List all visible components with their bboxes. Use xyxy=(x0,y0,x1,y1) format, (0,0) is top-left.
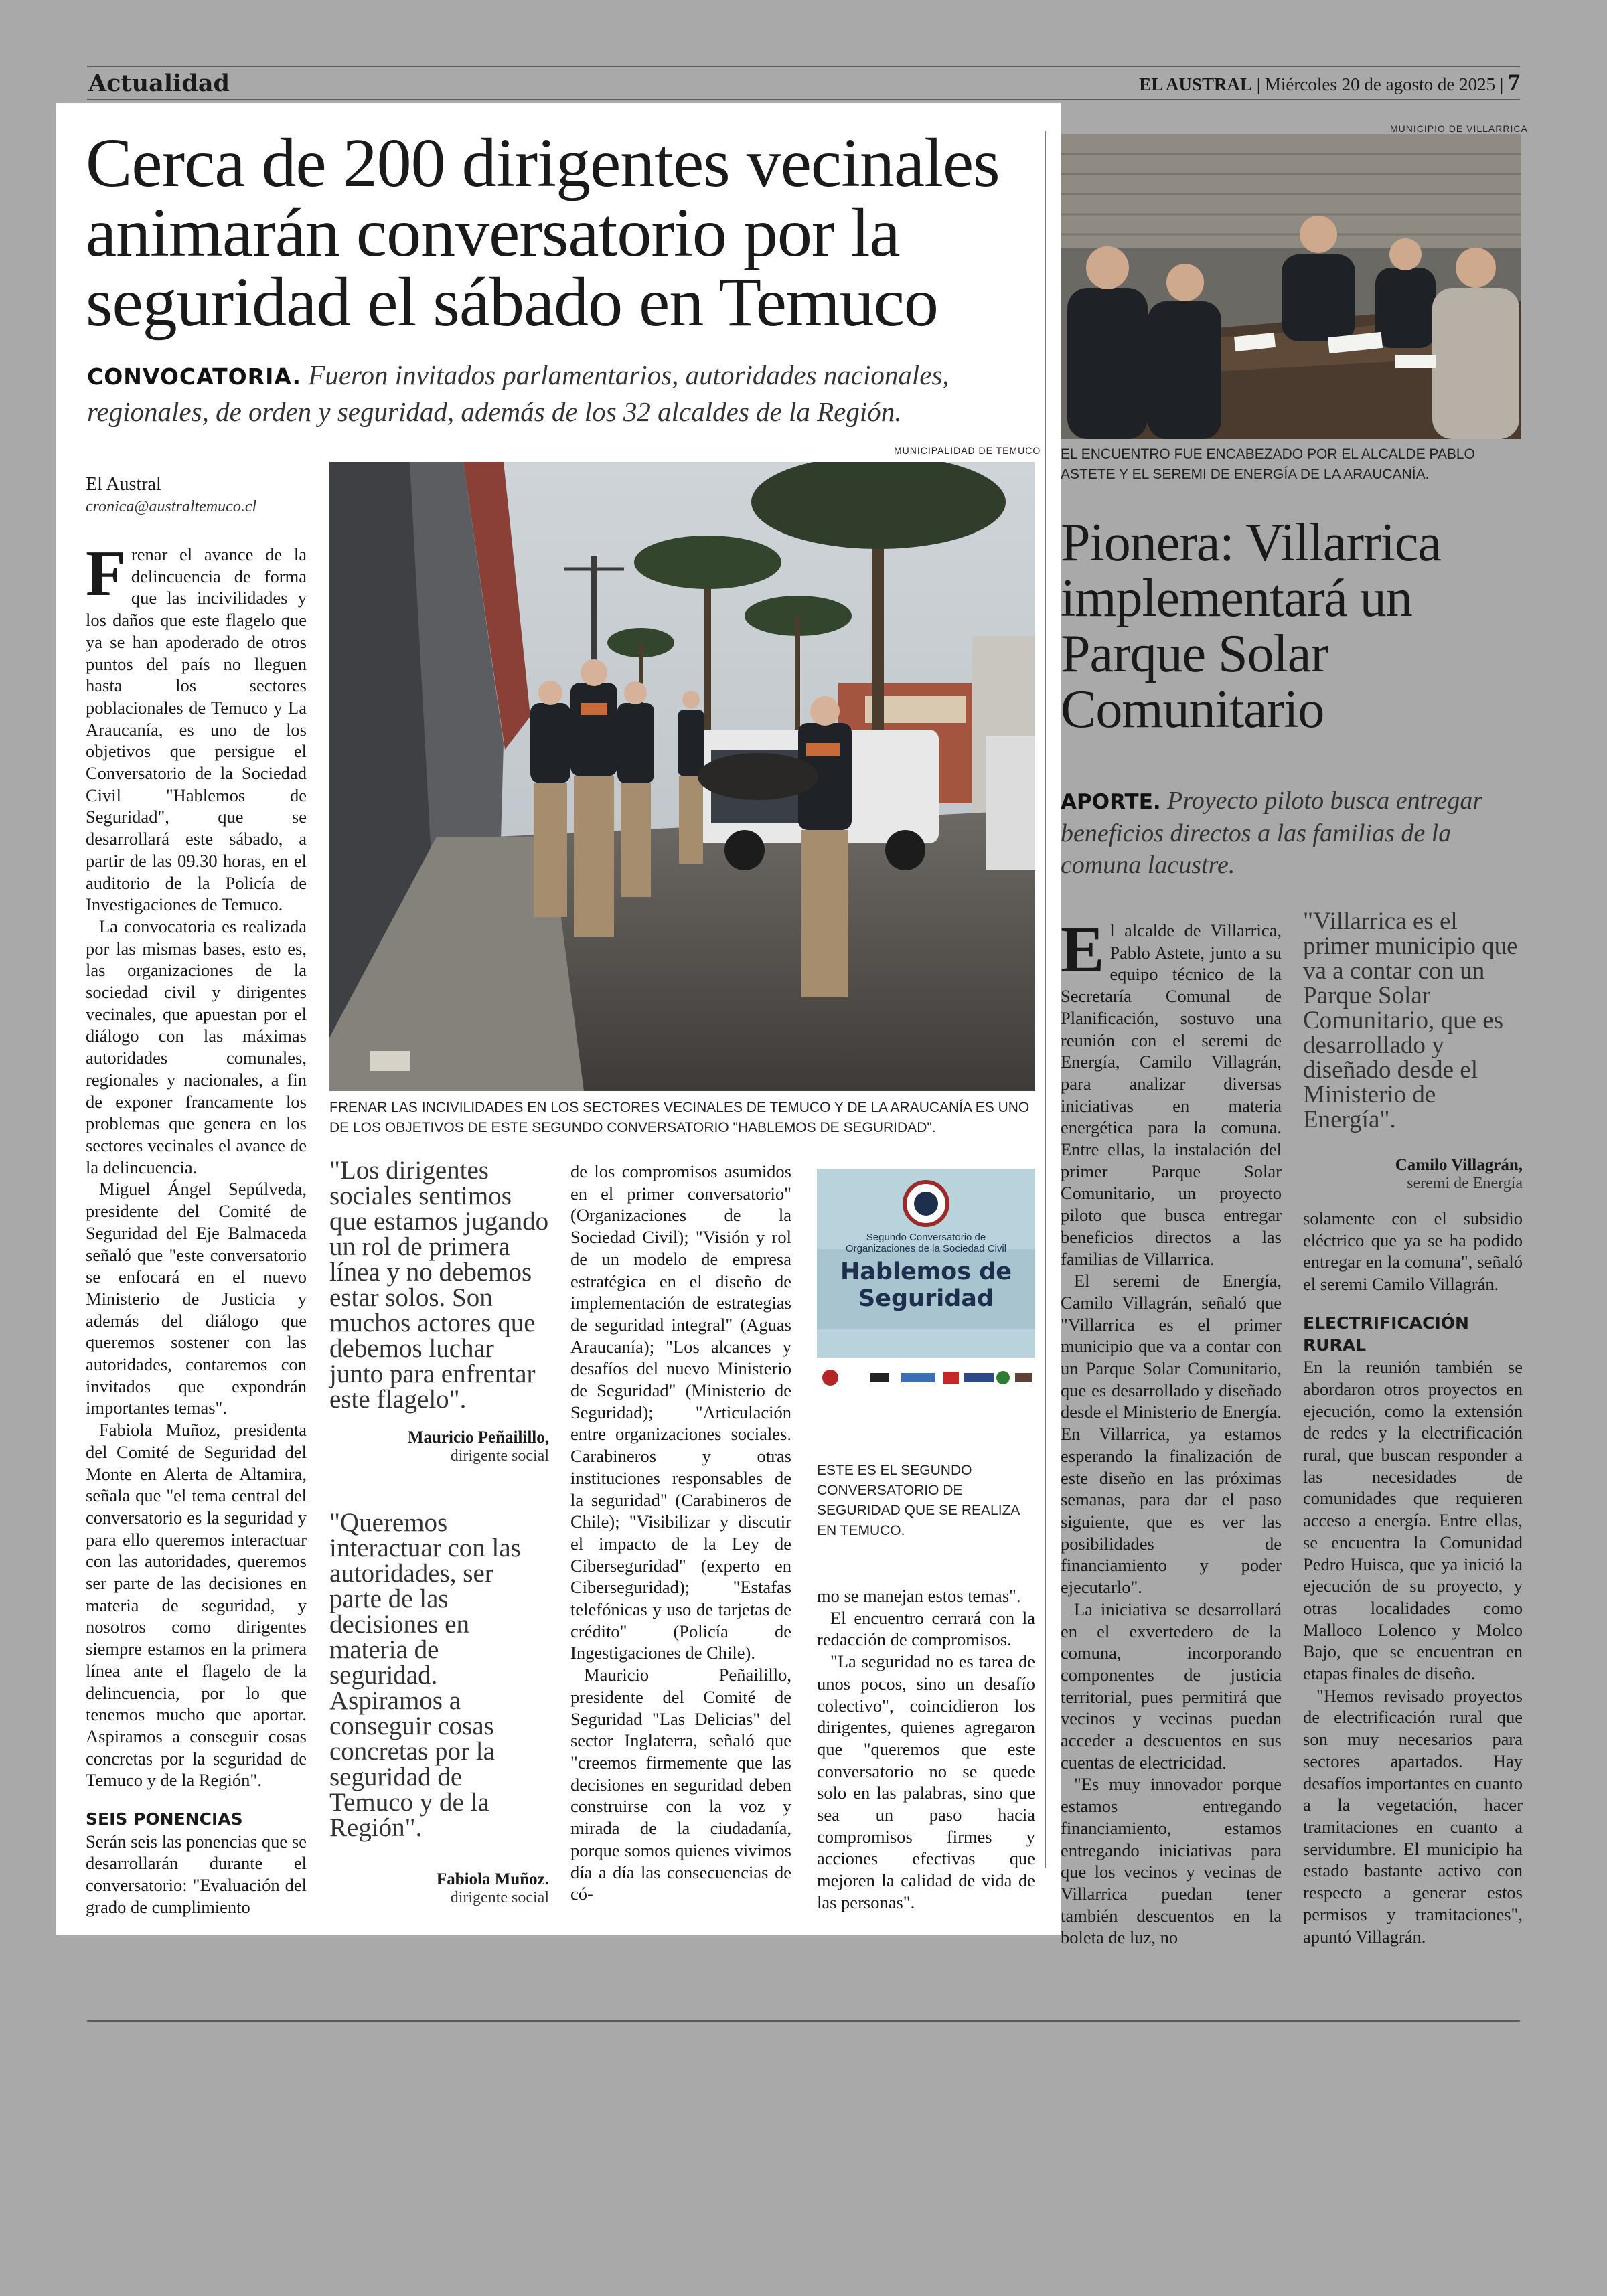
quote-role: dirigente social xyxy=(450,1889,549,1906)
article-headline: Cerca de 200 dirigentes vecinales animarán conversatorio por la seguridad el sábado en Temuco xyxy=(86,125,1000,341)
page-header-info: EL AUSTRAL | Miércoles 20 de agosto de 2025 | 7 xyxy=(1139,69,1520,96)
pull-quote-1 xyxy=(329,1158,549,1465)
poster-subtitle: Organizaciones de la Sociedad Civil xyxy=(845,1243,1007,1254)
byline: El Austral xyxy=(86,474,161,495)
quote-text: "Los dirigentes sociales sentimos que estamos jugando un rol de primera línea y no debemos estar solos. Son muchos actores que debemos luchar junto para enfrentar este flagelo". xyxy=(329,1156,549,1414)
quote-author: Fabiola Muñoz. xyxy=(436,1870,549,1888)
paragraph: El encuentro cerrará con la redacción de compromisos. xyxy=(817,1607,1035,1650)
publication-date: Miércoles 20 de agosto de 2025 xyxy=(1264,74,1496,94)
page-number: 7 xyxy=(1508,69,1520,96)
paragraph: Mauricio Peñailillo, presidente del Comité de Seguridad "Las Delicias" del sector Inglaterra, señaló que "creemos firmemente que las decisiones en seguridad deben construirse con la voz y mirada de la ciudadanía, porque somos quienes vivimos día a día las consecuencias de có- xyxy=(570,1665,791,1904)
drop-cap: F xyxy=(86,538,126,610)
paragraph: Miguel Ángel Sepúlveda, presidente del Comité de Seguridad del Eje Balmaceda señaló que "este conversatorio se enfocará en el nuevo Ministerio de Justicia y además del diálogo que queremos sostener con las autoridades, contaremos con invitados que expondrán importantes temas". xyxy=(86,1179,307,1418)
paragraph: "La seguridad no es tarea de unos pocos, sino un desafío colectivo", coincidieron los dirigentes, quienes agregaron que "queremos que este conversatorio no se quede solo en las palabras, sino que sea un paso hacia compromisos firmes y acciones efectivas que mejoren la calidad de vida de las personas". xyxy=(817,1651,1035,1912)
paragraph: renar el avance de la delincuencia de forma que las incivilidades y los daños que este flagelo que ya se han apoderado de otros puntos del país no lleguen hasta los sectores poblacionales de Temuco y La Araucanía, es uno de los objetivos que persigue el Conversatorio de la Sociedad Civil "Hablemos de Seguridad", que se desarrollará este sábado, a partir de las 09.30 horas, en el auditorio de la Policía de Investigaciones de Temuco. xyxy=(86,544,307,915)
photo-caption: FRENAR LAS INCIVILIDADES EN LOS SECTORES VECINALES DE TEMUCO Y DE LA ARAUCANÍA ES UNO DE LOS OBJETIVOS DE ESTE SEGUNDO CONVERSATORIO "HABLEMOS DE SEGURIDAD". xyxy=(329,1100,1030,1135)
paragraph: de los compromisos asumidos en el primer conversatorio" (Organizaciones de la Sociedad Civil); "Visión y rol de un modelo de empresa estratégica en el diseño de implementación de estrategias de seguridad integral" (Aguas Araucanía); "Los alcances y desafíos del nuevo Ministerio de Seguridad" (Ministerio de Seguridad); "Articulación entre organizaciones sociales. Carabineros y otras instituciones responsables de la seguridad" (Carabineros de Chile); "Visibilizar y discutir el impacto de la Ley de Ciberseguridad" (experto en Ciberseguridad); "Estafas telefónicas y uso de tarjetas de crédito" (Policía de Ingestigaciones de Chile). xyxy=(570,1161,791,1663)
quote-text: "Villarrica es el primer municipio que va a contar con un Parque Solar Comunitario, que es desarrollado y diseñado desde el Ministerio de Energía". xyxy=(1303,908,1518,1133)
article-kicker xyxy=(87,357,1038,429)
article-column-2 xyxy=(1303,1208,1523,1947)
paragraph: La convocatoria es realizada por las mismas bases, esto es, las organizaciones de la sociedad civil y dirigentes vecinales, que apuestan por el diálogo con las máximas autoridades comunales, regionales y nacionales, a fin de exponer francamente los problemas que genera en los sectores vecinales el avance de la delincuencia. xyxy=(86,916,307,1177)
column-divider xyxy=(1045,131,1046,1868)
photo-credit: MUNICIPIO DE VILLARRICA xyxy=(1390,123,1528,134)
quote-role: seremi de Energía xyxy=(1407,1175,1523,1192)
paragraph: "Hemos revisado proyectos de electrificación rural que son muy necesarios para sectores apartados. Hay desafíos importantes en cuanto a la vegetación, hacer tramitaciones en cuanto a servidumbre. El municipio ha estado bastante activo con respecto a generar estos permisos y tramitaciones", apuntó Villagrán. xyxy=(1303,1685,1523,1947)
photo-credit: MUNICIPALIDAD DE TEMUCO xyxy=(894,445,1041,456)
pull-quote xyxy=(1303,909,1523,1193)
street-photo xyxy=(329,462,1035,1091)
photo-caption: EL ENCUENTRO FUE ENCABEZADO POR EL ALCALDE PABLO ASTETE Y EL SEREMI DE ENERGÍA DE LA ARAUCANÍA. xyxy=(1061,446,1475,482)
paragraph: Serán seis las ponencias que se desarrollarán durante el conversatorio: "Evaluación del grado de cumplimiento xyxy=(86,1831,307,1917)
section-label: Actualidad xyxy=(88,70,230,97)
quote-author: Camilo Villagrán, xyxy=(1395,1156,1523,1174)
quote-author: Mauricio Peñailillo, xyxy=(407,1428,549,1447)
paragraph: El seremi de Energía, Camilo Villagrán, señaló que "Villarrica es el primer municipio que va a contar con un Parque Solar Comunitario, que es desarrollado y diseñado desde el Ministerio de Energía. En Villarrica, ya estamos esperando la finalización de este diseño en las próximas semanas, para dar el paso siguiente, que es ver las posibilidades de financiamiento y poder ejecutarlo". xyxy=(1061,1270,1282,1598)
kicker-text: Proyecto piloto busca entregar beneficios directos a las familias de la comuna lacustre. xyxy=(1061,787,1483,879)
quote-role: dirigente social xyxy=(450,1447,549,1465)
article-column-1 xyxy=(86,538,307,1918)
paragraph: "Es muy innovador porque estamos entregando financiamiento, estamos entregando iniciativas para que los vecinos y vecinas de Villarrica puedan tener también descuentos en la boleta de luz, no xyxy=(1061,1774,1282,1948)
header-rule-bottom xyxy=(87,99,1520,100)
paragraph: En la reunión también se abordaron otros proyectos en ejecución, como la extensión de redes y la electrificación rural, que buscan responder a las necesidades de comunidades que requieren acceso a energía. Entre ellas, se encuentra la Comunidad Pedro Huisca, que ya inició la ejecución de su proyecto, y otras localidades como Malloco Lolenco y Molco Bajo, que se encuentran en etapas finales de diseño. xyxy=(1303,1357,1523,1684)
poster-caption: ESTE ES EL SEGUNDO CONVERSATORIO DE SEGURIDAD QUE SE REALIZA EN TEMUCO. xyxy=(817,1463,1020,1538)
article-headline: Pionera: Villarrica implementará un Parque Solar Comunitario xyxy=(1061,513,1441,739)
drop-cap: E xyxy=(1061,914,1105,986)
kicker-text: Fueron invitados parlamentarios, autoridades nacionales, regionales, de orden y seguridad, además de los 32 alcaldes de la Región. xyxy=(87,359,949,427)
paragraph: Fabiola Muñoz, presidenta del Comité de Seguridad del Monte en Alerta de Altamira, señala que "el tema central del conversatorio es la seguridad y para ello queremos interactuar con las autoridades, queremos ser parte de las decisiones en materia de seguridad, y nosotros como dirigentes siempre estamos en la primera línea ante el flagelo de la delincuencia, por lo que tenemos mucho que aportar. Aspiramos a conseguir cosas concretas por la seguridad de Temuco y de la Región". xyxy=(86,1420,307,1791)
header-rule xyxy=(87,66,1520,67)
pull-quote-2 xyxy=(329,1510,549,1907)
kicker-tag: APORTE. xyxy=(1061,790,1161,814)
paragraph: solamente con el subsidio eléctrico que ya se ha podido entregar en la comuna", señaló el seremi Camilo Villagrán. xyxy=(1303,1208,1523,1295)
poster-title: Hablemos de xyxy=(840,1258,1012,1285)
paragraph: mo se manejan estos temas". xyxy=(817,1586,1021,1606)
article-column-1 xyxy=(1061,914,1282,1949)
poster-title: Seguridad xyxy=(858,1285,994,1312)
subheading: SEIS PONENCIAS xyxy=(86,1809,243,1829)
poster-subtitle: Segundo Conversatorio de xyxy=(866,1232,986,1243)
author-email[interactable]: cronica@australtemuco.cl xyxy=(86,498,257,515)
paragraph: l alcalde de Villarrica, Pablo Astete, junto a su equipo técnico de la Secretaría Comunal de Planificación, sostuvo una reunión con el seremi de Energía, Camilo Villagrán, para analizar diversas iniciativas en materia energética para la comuna. Entre ellas, la instalación del primer Parque Solar Comunitario, un proyecto piloto que busca entregar beneficios directos a las familias de Villarrica. xyxy=(1061,920,1282,1269)
subheading: ELECTRIFICACIÓN RURAL xyxy=(1303,1313,1469,1355)
article-column-3 xyxy=(570,1161,791,1905)
paragraph: La iniciativa se desarrollará en el exvertedero de la comuna, incorporando componentes de justicia territorial, pues permitirá que vecinos y vecinas puedan acceder a descuentos en sus cuentas de electricidad. xyxy=(1061,1598,1282,1773)
article-column-4 xyxy=(817,1585,1035,1914)
quote-text: "Queremos interactuar con las autoridades, ser parte de las decisiones en materia de seguridad. Aspiramos a conseguir cosas concretas por la seguridad de Temuco y de la Región". xyxy=(329,1508,521,1842)
kicker-tag: CONVOCATORIA. xyxy=(87,363,302,390)
meeting-photo xyxy=(1061,134,1521,439)
event-poster xyxy=(817,1169,1035,1399)
footer-rule xyxy=(87,2020,1520,2022)
publication-name: EL AUSTRAL xyxy=(1139,74,1253,94)
article-kicker xyxy=(1061,785,1503,881)
